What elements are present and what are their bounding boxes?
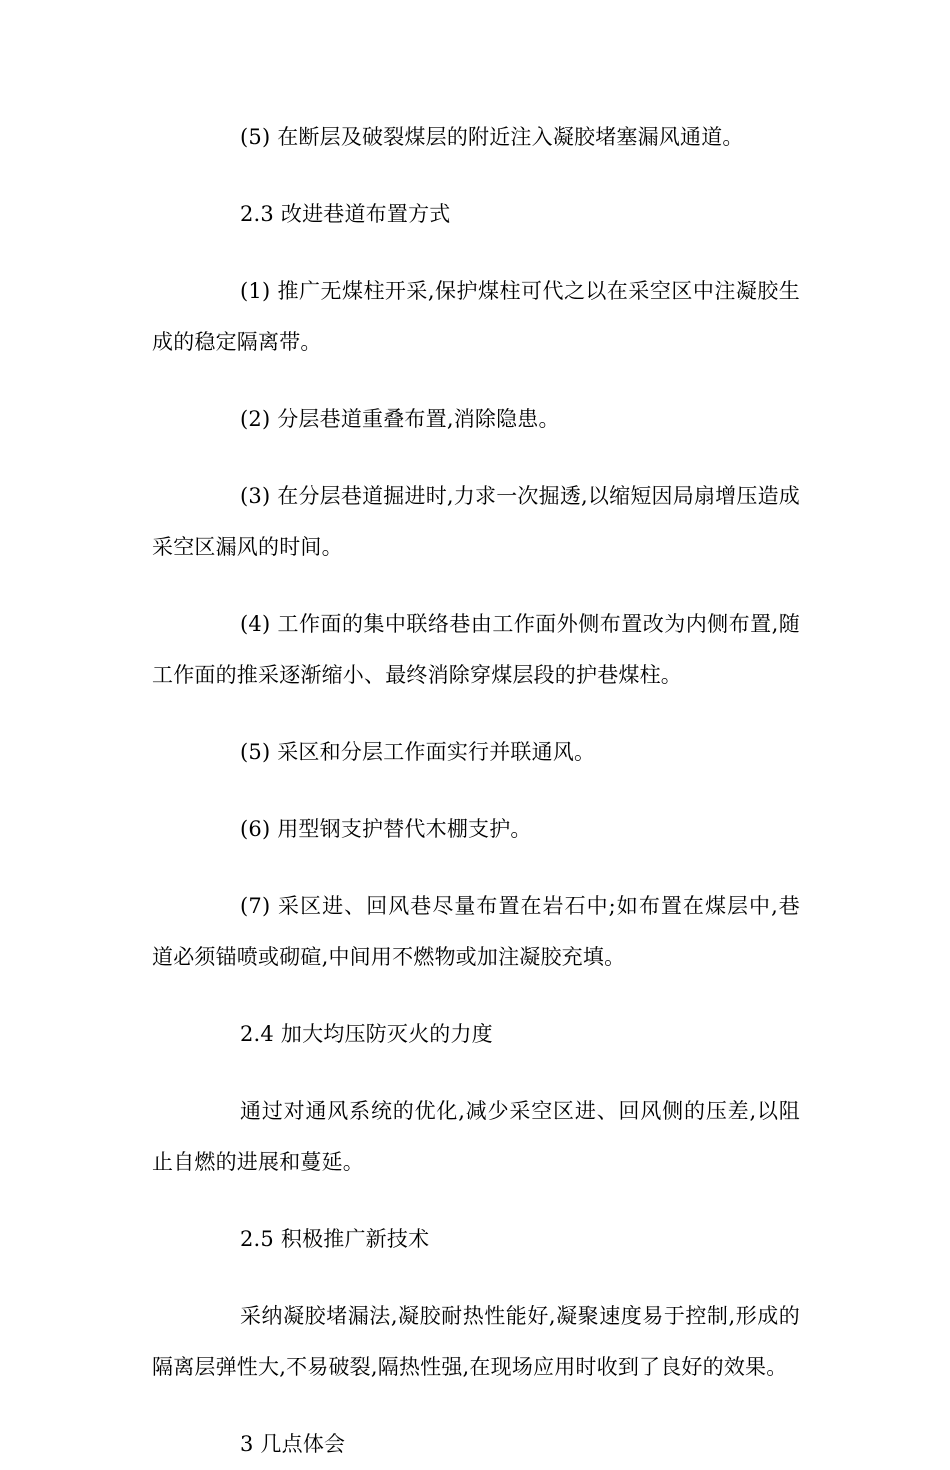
paragraph-item-6-steel-support: (6) 用型钢支护替代木棚支护。: [240, 817, 532, 841]
paragraph-item-1-pillarless-mining: (1) 推广无煤柱开采,保护煤柱可代之以在采空区中注凝胶生成的稳定隔离带。: [152, 279, 800, 354]
document-body: [152, 112, 800, 1470]
paragraph-item-4-connection-roadway: (4) 工作面的集中联络巷由工作面外侧布置改为内侧布置,随工作面的推采逐渐缩小、最终消除穿煤层段的护巷煤柱。: [152, 612, 800, 687]
paragraph-item-5-gel-injection: (5) 在断层及破裂煤层的附近注入凝胶堵塞漏风通道。: [240, 125, 744, 149]
section-heading-2-4: 2.4 加大均压防灭火的力度: [240, 1022, 493, 1046]
paragraph-item-3-tunneling: (3) 在分层巷道掘进时,力求一次掘透,以缩短因局扇增压造成采空区漏风的时间。: [152, 484, 800, 559]
section-heading-3: 3 几点体会: [240, 1432, 346, 1456]
section-heading-2-5: 2.5 积极推广新技术: [240, 1227, 430, 1251]
section-heading-2-3: 2.3 改进巷道布置方式: [240, 202, 451, 226]
paragraph-gel-sealing: 采纳凝胶堵漏法,凝胶耐热性能好,凝聚速度易于控制,形成的隔离层弹性大,不易破裂,隔热性强,在现场应用时收到了良好的效果。: [152, 1304, 800, 1379]
paragraph-ventilation-optimization: 通过对通风系统的优化,减少采空区进、回风侧的压差,以阻止自燃的进展和蔓延。: [152, 1099, 800, 1174]
paragraph-item-5-parallel-ventilation: (5) 采区和分层工作面实行并联通风。: [240, 740, 596, 764]
paragraph-item-2-overlap-layout: (2) 分层巷道重叠布置,消除隐患。: [240, 407, 560, 431]
paragraph-item-7-rock-roadway: (7) 采区进、回风巷尽量布置在岩石中;如布置在煤层中,巷道必须锚喷或砌碹,中间用不燃物或加注凝胶充填。: [152, 894, 800, 969]
